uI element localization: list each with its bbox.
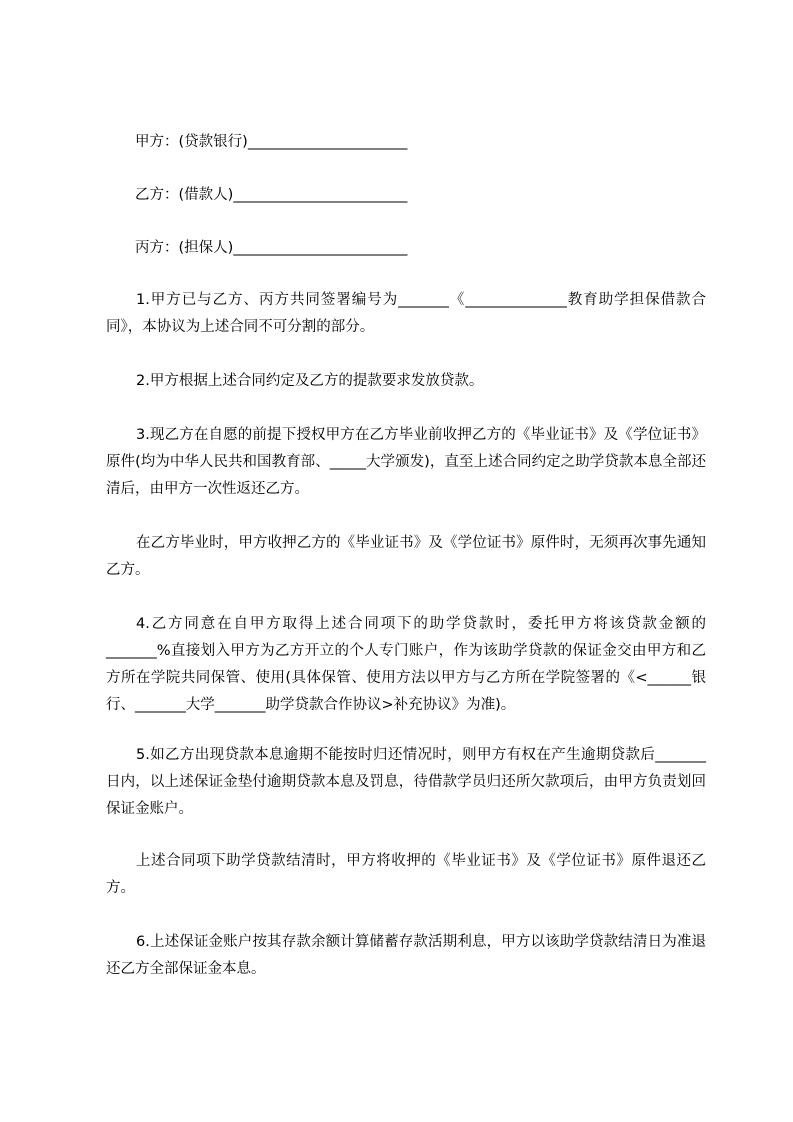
clause-3: 3.现乙方在自愿的前提下授权甲方在乙方毕业前收押乙方的《毕业证书》及《学位证书》原件(均为中华人民共和国教育部、_____大学颁发)，直至上述合同约定之助学贷款本息全部还清后，由甲方一次性返还乙方。 (106, 427, 706, 497)
clause-6: 6.上述保证金账户按其存款余额计算储蓄存款活期利息，甲方以该助学贷款结清日为准退还乙方全部保证金本息。 (106, 934, 706, 977)
party-b-line: 乙方：(借款人)________________________ (135, 187, 408, 203)
clause-4: 4.乙方同意在自甲方取得上述合同项下的助学贷款时，委托甲方将该贷款金额的_______%直接划入甲方为乙方开立的个人专门账户，作为该助学贷款的保证金交由甲方和乙方所在学院共同保管、使用(具体保管、使用方法以甲方与乙方所在学院签署的《<______银行、_______大学_______助学贷款合作协议>补充协议》为准)。 (106, 616, 706, 713)
party-a-line: 甲方：(贷款银行)______________________ (135, 134, 408, 150)
clause-1: 1.甲方已与乙方、丙方共同签署编号为_______《______________教育助学担保借款合同》，本协议为上述合同不可分割的部分。 (106, 292, 706, 335)
clause-3-note: 在乙方毕业时，甲方收押乙方的《毕业证书》及《学位证书》原件时，无须再次事先通知乙方。 (106, 535, 706, 578)
party-c-line: 丙方：(担保人)________________________ (135, 240, 408, 256)
clause-5: 5.如乙方出现贷款本息逾期不能按时归还情况时，则甲方有权在产生逾期贷款后_______日内，以上述保证金垫付逾期贷款本息及罚息，待借款学员归还所欠款项后，由甲方负责划回保证金账户。 (106, 747, 706, 817)
clause-5-note: 上述合同项下助学贷款结清时，甲方将收押的《毕业证书》及《学位证书》原件退还乙方。 (106, 853, 706, 896)
clause-2: 2.甲方根据上述合同约定及乙方的提款要求发放贷款。 (136, 373, 484, 389)
